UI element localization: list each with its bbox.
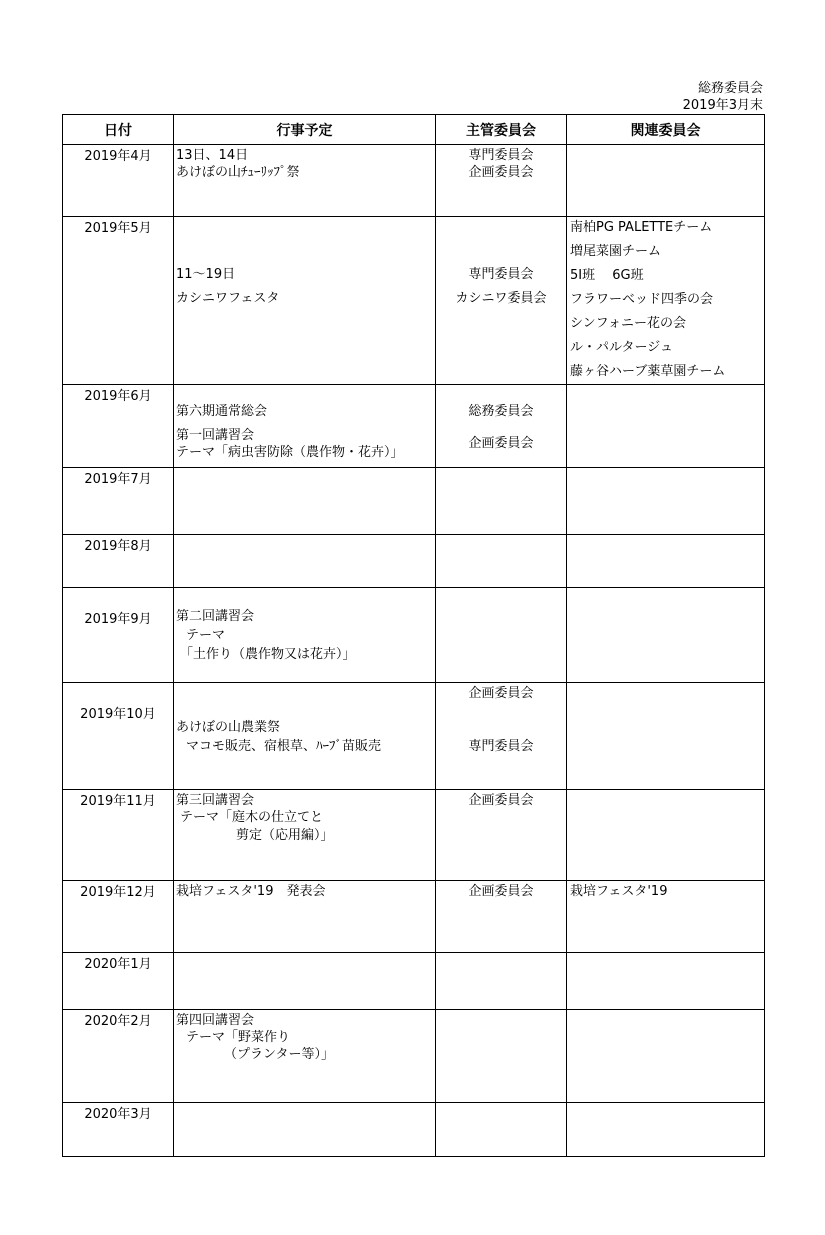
table-row <box>63 535 765 588</box>
host-cell <box>436 217 567 385</box>
table-row <box>63 683 765 790</box>
table-row <box>63 1010 765 1103</box>
event-line: 第一回講習会 <box>176 428 255 443</box>
host-line: 企画委員会 <box>468 793 534 808</box>
related-line: ル・パルタージュ <box>570 340 673 355</box>
related-cell <box>567 1010 765 1103</box>
col-header-event: 行事予定 <box>174 115 436 145</box>
event-line: テーマ「病虫害防除（農作物・花卉）」 <box>176 445 404 460</box>
event-line: 13日、14日 <box>176 148 249 163</box>
event-line: マコモ販売、宿根草、ﾊｰﾌﾞ苗販売 <box>186 739 382 754</box>
event-cell <box>174 588 436 683</box>
host-line: 企画委員会 <box>468 884 534 899</box>
event-line: 第三回講習会 <box>176 793 255 808</box>
event-cell <box>174 217 436 385</box>
related-line: 南柏PG PALETTEチーム <box>570 220 713 235</box>
event-line: カシニワフェスタ <box>176 291 280 306</box>
related-line: フラワーベッド四季の会 <box>570 292 714 307</box>
host-line: 企画委員会 <box>468 686 534 701</box>
host-line: カシニワ委員会 <box>455 291 547 306</box>
table-row <box>63 953 765 1010</box>
host-cell <box>436 1010 567 1103</box>
col-header-related: 関連委員会 <box>567 115 765 145</box>
event-line: テーマ「庭木の仕立てと <box>180 810 324 825</box>
event-cell <box>174 1103 436 1157</box>
event-line: 第二回講習会 <box>176 609 255 624</box>
related-line: 栽培フェスタ'19 <box>570 884 668 899</box>
host-line: 専門委員会 <box>468 148 534 163</box>
related-cell <box>567 468 765 535</box>
table-row <box>63 145 765 217</box>
related-cell <box>567 217 765 385</box>
related-line: 藤ヶ谷ハーブ薬草園チーム <box>570 364 726 379</box>
host-cell <box>436 1103 567 1157</box>
event-line: 剪定（応用編）」 <box>236 828 334 843</box>
date-cell: 2019年11月 <box>63 790 174 881</box>
event-cell <box>174 881 436 953</box>
related-cell <box>567 953 765 1010</box>
related-line: シンフォニー花の会 <box>570 316 687 331</box>
event-line: テーマ「野菜作り <box>186 1030 291 1045</box>
table-row <box>63 588 765 683</box>
committee-name: 総務委員会 <box>697 81 763 96</box>
schedule-table <box>62 114 765 1157</box>
event-cell <box>174 468 436 535</box>
table-row <box>63 881 765 953</box>
host-line: 総務委員会 <box>468 404 534 419</box>
host-cell <box>436 953 567 1010</box>
table-row <box>63 385 765 468</box>
date-cell: 2019年9月 <box>63 588 174 683</box>
date-cell: 2019年10月 <box>63 683 174 790</box>
event-cell <box>174 145 436 217</box>
event-line: あけぼの山農業祭 <box>176 720 281 735</box>
host-line: 専門委員会 <box>468 739 534 754</box>
event-line: （プランター等）」 <box>224 1047 334 1062</box>
related-cell <box>567 588 765 683</box>
host-line: 企画委員会 <box>468 436 534 451</box>
date-cell: 2020年1月 <box>63 953 174 1010</box>
host-cell <box>436 790 567 881</box>
related-line: 5I班 6G班 <box>570 268 644 283</box>
date-cell: 2019年7月 <box>63 468 174 535</box>
document-date: 2019年3月末 <box>682 98 763 113</box>
date-cell: 2019年12月 <box>63 881 174 953</box>
event-line: あけぼの山ﾁｭｰﾘｯﾌﾟ祭 <box>176 165 300 180</box>
event-line: 第四回講習会 <box>176 1013 255 1028</box>
col-header-host: 主管委員会 <box>436 115 567 145</box>
event-line: 第六期通常総会 <box>176 404 268 419</box>
related-cell <box>567 145 765 217</box>
date-cell: 2019年5月 <box>63 217 174 385</box>
host-line: 企画委員会 <box>468 165 534 180</box>
host-cell <box>436 145 567 217</box>
host-cell <box>436 535 567 588</box>
related-cell <box>567 385 765 468</box>
event-line: 栽培フェスタ'19 発表会 <box>176 884 326 899</box>
date-cell: 2019年4月 <box>63 145 174 217</box>
date-cell: 2020年2月 <box>63 1010 174 1103</box>
related-cell <box>567 535 765 588</box>
event-cell <box>174 790 436 881</box>
related-cell <box>567 1103 765 1157</box>
event-cell <box>174 535 436 588</box>
event-cell <box>174 953 436 1010</box>
header-row <box>63 115 765 145</box>
col-header-date: 日付 <box>63 115 174 145</box>
event-cell <box>174 385 436 468</box>
date-cell: 2019年6月 <box>63 385 174 468</box>
host-cell <box>436 881 567 953</box>
table-row <box>63 1103 765 1157</box>
related-line: 増尾菜園チーム <box>570 244 662 259</box>
related-cell <box>567 683 765 790</box>
event-line: 「土作り（農作物又は花卉）」 <box>180 647 356 662</box>
host-cell <box>436 588 567 683</box>
host-cell <box>436 683 567 790</box>
table-row <box>63 217 765 385</box>
event-line: テーマ <box>186 628 226 643</box>
related-cell <box>567 881 765 953</box>
event-cell <box>174 1010 436 1103</box>
date-cell: 2019年8月 <box>63 535 174 588</box>
table-row <box>63 468 765 535</box>
event-line: 11～19日 <box>176 267 236 282</box>
date-cell: 2020年3月 <box>63 1103 174 1157</box>
host-line: 専門委員会 <box>468 267 534 282</box>
table-row <box>63 790 765 881</box>
host-cell <box>436 468 567 535</box>
related-cell <box>567 790 765 881</box>
host-cell <box>436 385 567 468</box>
event-cell <box>174 683 436 790</box>
